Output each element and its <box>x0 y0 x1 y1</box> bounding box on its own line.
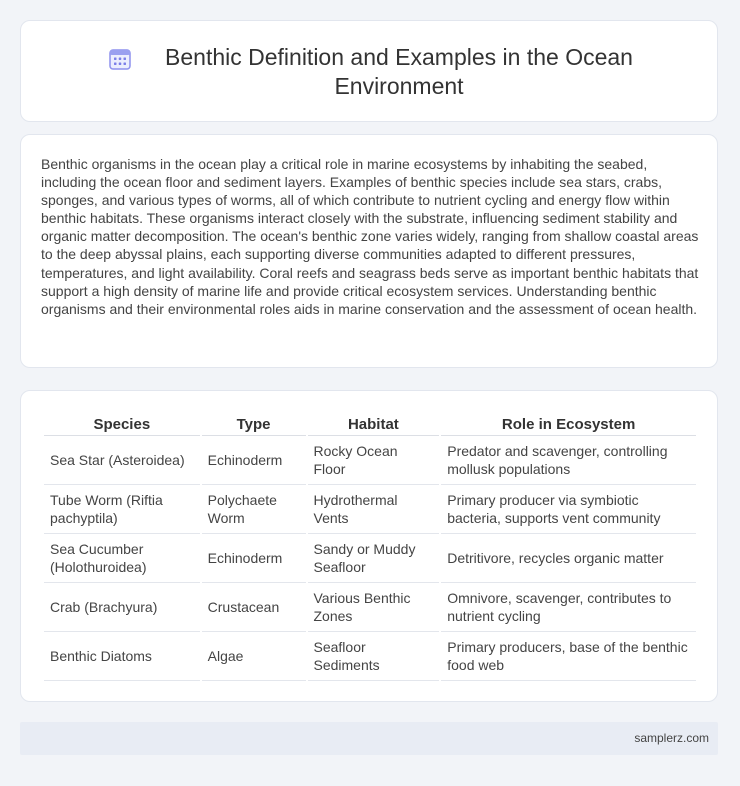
cell-type: Echinoderm <box>202 534 306 583</box>
cell-species: Sea Star (Asteroidea) <box>44 436 200 485</box>
column-header-type: Type <box>202 413 306 436</box>
table-row <box>44 583 696 632</box>
cell-habitat: Hydrothermal Vents <box>308 485 440 534</box>
description-text: Benthic organisms in the ocean play a critical role in marine ecosystems by inhabiting the seabed, including the ocean floor and sediment layers. Examples of benthic species include sea stars, crabs, sponges, and various types of worms, all of which contribute to nutrient cycling and energy flow within benthic habitats. These organisms interact closely with the substrate, influencing sediment stability and organic matter decomposition. The ocean's benthic zone varies widely, ranging from shallow coastal areas to the deep abyssal plains, each supporting diverse communities adapted to different pressures, temperatures, and light availability. Coral reefs and seagrass beds serve as important benthic habitats that support a high density of marine life and provide critical ecosystem services. Understanding benthic organisms and their environmental roles aids in marine conservation and the assessment of ocean health. <box>41 156 699 317</box>
cell-type: Echinoderm <box>202 436 306 485</box>
cell-habitat: Sandy or Muddy Seafloor <box>308 534 440 583</box>
cell-habitat: Seafloor Sediments <box>308 632 440 681</box>
cell-role: Predator and scavenger, controlling mollusk populations <box>441 436 696 485</box>
cell-role: Detritivore, recycles organic matter <box>441 534 696 583</box>
table-row <box>44 485 696 534</box>
title-card <box>20 20 718 122</box>
table-header-row <box>44 413 696 436</box>
cell-type: Polychaete Worm <box>202 485 306 534</box>
cell-species: Tube Worm (Riftia pachyptila) <box>44 485 200 534</box>
description-card <box>20 134 718 368</box>
cell-habitat: Various Benthic Zones <box>308 583 440 632</box>
column-header-species: Species <box>44 413 200 436</box>
cell-species: Benthic Diatoms <box>44 632 200 681</box>
column-header-role: Role in Ecosystem <box>441 413 696 436</box>
table-row <box>44 436 696 485</box>
table-card <box>20 390 718 702</box>
species-table <box>42 413 698 681</box>
cell-species: Sea Cucumber (Holothuroidea) <box>44 534 200 583</box>
cell-role: Omnivore, scavenger, contributes to nutrient cycling <box>441 583 696 632</box>
cell-role: Primary producers, base of the benthic food web <box>441 632 696 681</box>
footer <box>20 722 718 755</box>
cell-role: Primary producer via symbiotic bacteria, supports vent community <box>441 485 696 534</box>
cell-habitat: Rocky Ocean Floor <box>308 436 440 485</box>
footer-site-link[interactable]: samplerz.com <box>634 731 709 745</box>
page-title: Benthic Definition and Examples in the Ocean Environment <box>165 44 633 99</box>
cell-type: Algae <box>202 632 306 681</box>
cell-species: Crab (Brachyura) <box>44 583 200 632</box>
table-row <box>44 632 696 681</box>
column-header-habitat: Habitat <box>308 413 440 436</box>
cell-type: Crustacean <box>202 583 306 632</box>
table-row <box>44 534 696 583</box>
